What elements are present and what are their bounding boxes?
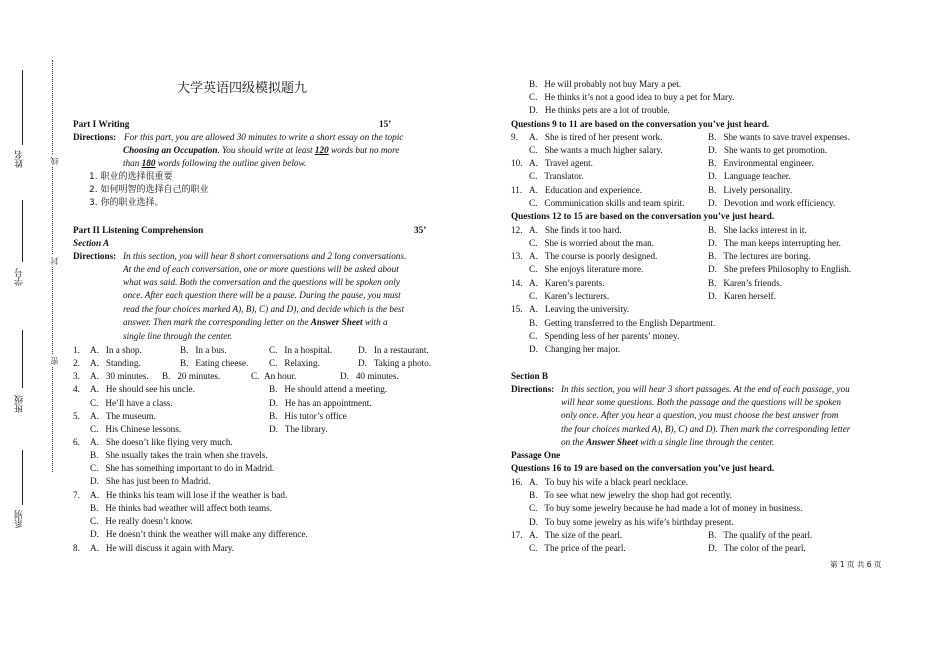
q17-option-d: D. The color of the pearl. [708,543,806,553]
seal-char-secret: 密 [48,355,61,367]
seal-char-line: 线 [48,155,61,167]
q14-option-a: A. Karen’s parents. [529,278,605,288]
part2-dir-line: At the end of each conversation, one or more questions will be asked about [123,264,399,274]
q16-option-c: C. To buy some jewelry because he had made a lot of money in business. [529,503,803,513]
part2-time: 35’ [414,225,427,235]
q11-option-c: C. Communication skills and team spirit. [529,198,685,208]
q7-option-c: C. He really doesn’t know. [90,516,193,526]
q17-option-b: B. The qualify of the pearl. [708,530,813,540]
id-line [22,200,23,262]
part2-dir-label: Directions: [73,251,117,261]
class-line [22,330,23,388]
q4-option-c: C. He’ll have a class. [90,398,173,408]
q16-option-d: D. To buy some jewelry as his wife’s birthday present. [529,517,734,527]
q8-option-d: D. He thinks pets are a lot of trouble. [529,105,670,115]
part1-time: 15’ [379,119,392,129]
q10-option-b: B. Environmental engineer. [708,158,814,168]
q14-option-d: D. Karen herself. [708,291,776,301]
q5-option-c: C. His Chinese lessons. [90,424,182,434]
q4-option-a: A. He should see his uncle. [90,384,195,394]
q13-option-a: A. The course is poorly designed. [529,251,658,261]
q6-option-a: A. She doesn’t like flying very much. [90,437,233,447]
part1-heading: Part I Writing [73,119,130,129]
part2-dir-end: single line through the center. [123,331,233,341]
q13-number: 13. [511,251,523,261]
q5-option-b: B. His tutor’s office [269,411,347,421]
q8-option-a: A. He will discuss it again with Mary. [90,543,235,553]
passage-one-heading: Passage One [511,450,561,460]
q6-number: 6. [73,437,80,447]
q12-option-c: C. She is worried about the man. [529,238,655,248]
outline-item: 1. 职业的选择很重要 [89,172,173,182]
q5-option-d: D. The library. [269,424,328,434]
q14-option-b: B. Karen’s friends. [708,278,783,288]
q7-option-b: B. He thinks bad weather will affect both teams. [90,503,273,513]
q10-number: 10. [511,158,523,168]
q11-number: 11. [511,185,523,195]
q4-option-b: B. He should attend a meeting. [269,384,388,394]
section-b-dir-line: the four choices marked A), B), C) and D). Then mark the corresponding letter [561,424,851,434]
section-b-dir-line: on the Answer Sheet with a single line through the center. [561,437,775,447]
section-b-dir-line: only once. After you hear a question, you must choose the best answer from [561,410,839,420]
q3-option-b: B. 20 minutes. [162,371,221,381]
q1-option-b: B. In a bus. [180,345,227,355]
q1-number: 1. [73,345,80,355]
q4-option-d: D. He has an appointment. [269,398,372,408]
section-a-heading: Section A [73,238,110,248]
part2-dir-line: what was said. Both the conversation and the questions will be spoken only [123,277,400,287]
q10-option-a: A. Travel agent. [529,158,593,168]
q12-option-b: B. She lacks interest in it. [708,225,807,235]
name-label: 姓名 [15,150,25,168]
page-footer: 第 1 页 共 6 页 [830,560,882,569]
part2-dir-line: In this section, you will hear 8 short conversations and 2 long conversations. [123,251,407,261]
q12-option-a: A. She finds it too hard. [529,225,622,235]
part2-dir-line: answer. Then mark the corresponding letter on the Answer Sheet with a [123,317,388,327]
seal-char-seal: 封 [48,255,61,267]
q14-number: 14. [511,278,523,288]
part1-dir-line1: For this part, you are allowed 30 minutes to write a short essay on the topic [124,132,404,142]
part1-dir-line3: than 180 words following the outline given below. [123,158,307,168]
q5-option-a: A. The museum. [90,411,156,421]
q2-number: 2. [73,358,80,368]
q3-option-c: C. An hour. [251,371,297,381]
q6-option-c: C. She has something important to do in Madrid. [90,463,275,473]
group-12-15-heading: Questions 12 to 15 are based on the conversation you’ve just heard. [511,211,775,221]
q3-number: 3. [73,371,80,381]
part1-dir-line2: Choosing an Occupation. You should write at least 120 words but no more [123,145,400,155]
q13-option-c: C. She enjoys literature more. [529,264,644,274]
q1-option-c: C. In a hospital. [269,345,333,355]
q2-option-a: A. Standing. [90,358,141,368]
q10-option-c: C. Translator. [529,171,584,181]
dept-line [22,450,23,505]
part2-heading: Part II Listening Comprehension [73,225,204,235]
section-b-dir-line: will hear some questions. Both the passage and the questions will be spoken [561,397,841,407]
q11-option-b: B. Lively personality. [708,185,793,195]
q12-number: 12. [511,225,523,235]
q9-number: 9. [511,132,518,142]
q15-number: 15. [511,304,523,314]
q2-option-b: B. Eating cheese. [180,358,249,368]
q11-option-d: D. Devotion and work efficiency. [708,198,836,208]
q9-option-a: A. She is tired of her present work. [529,132,663,142]
section-b-heading: Section B [511,371,549,381]
q10-option-d: D. Language teacher. [708,171,791,181]
section-b-dir-label: Directions: [511,384,555,394]
id-label: 学号 [15,268,25,286]
name-line [22,70,23,145]
q8-option-c: C. He thinks it’s not a good idea to buy a pet for Mary. [529,92,735,102]
q6-option-d: D. She has just been to Madrid. [90,476,211,486]
q2-option-c: C. Relaxing. [269,358,320,368]
q15-option-d: D. Changing her major. [529,344,621,354]
group-9-11-heading: Questions 9 to 11 are based on the conversation you’ve just heard. [511,119,770,129]
q16-option-a: A. To buy his wife a black pearl necklace. [529,477,689,487]
binding-margin [0,0,62,659]
q1-option-a: A. In a shop. [90,345,142,355]
q11-option-a: A. Education and experience. [529,185,643,195]
q8-number: 8. [73,543,80,553]
q7-option-a: A. He thinks his team will lose if the weather is bad. [90,490,288,500]
q9-option-b: B. She wants to save travel expenses. [708,132,850,142]
q17-option-a: A. The size of the pearl. [529,530,623,540]
q13-option-b: B. The lectures are boring. [708,251,811,261]
q7-number: 7. [73,490,80,500]
part2-dir-line: once. After each question there will be a pause. During the pause, you must [123,290,401,300]
q3-option-a: A. 30 minutes. [90,371,149,381]
q16-number: 16. [511,477,523,487]
q6-option-b: B. She usually takes the train when she travels. [90,450,268,460]
outline-item: 3. 你的职业选择。 [89,198,164,208]
q17-option-c: C. The price of the pearl. [529,543,626,553]
q5-number: 5. [73,411,80,421]
dept-label: 系别 [15,510,25,528]
q17-number: 17. [511,530,523,540]
q15-option-b: B. Getting transferred to the English Department. [529,318,716,328]
section-b-dir-line: In this section, you will hear 3 short passages. At the end of each passage, you [561,384,850,394]
part2-dir-line: read the four choices marked A), B), C) and D), and decide which is the best [123,304,405,314]
q12-option-d: D. The man keeps interrupting her. [708,238,841,248]
q16-option-b: B. To see what new jewelry the shop had got recently. [529,490,732,500]
class-label: 班级 [15,395,25,413]
q15-option-a: A. Leaving the university. [529,304,630,314]
q9-option-c: C. She wants a much higher salary. [529,145,663,155]
outline-item: 2. 如何明智的选择自己的职业 [89,185,209,195]
q4-number: 4. [73,384,80,394]
q7-option-d: D. He doesn’t think the weather will make any difference. [90,529,308,539]
q15-option-c: C. Spending less of her parents’ money. [529,331,680,341]
q14-option-c: C. Karen’s lecturers. [529,291,610,301]
group-16-19-heading: Questions 16 to 19 are based on the conversation you’ve just heard. [511,463,775,473]
q9-option-d: D. She wants to get promotion. [708,145,828,155]
part1-dir-label: Directions: [73,132,117,142]
q2-option-d: D. Taking a photo. [358,358,432,368]
q3-option-d: D. 40 minutes. [340,371,399,381]
q1-option-d: D. In a restaurant. [358,345,429,355]
q13-option-d: D. She prefers Philosophy to English. [708,264,852,274]
q8-option-b: B. He will probably not buy Mary a pet. [529,79,682,89]
